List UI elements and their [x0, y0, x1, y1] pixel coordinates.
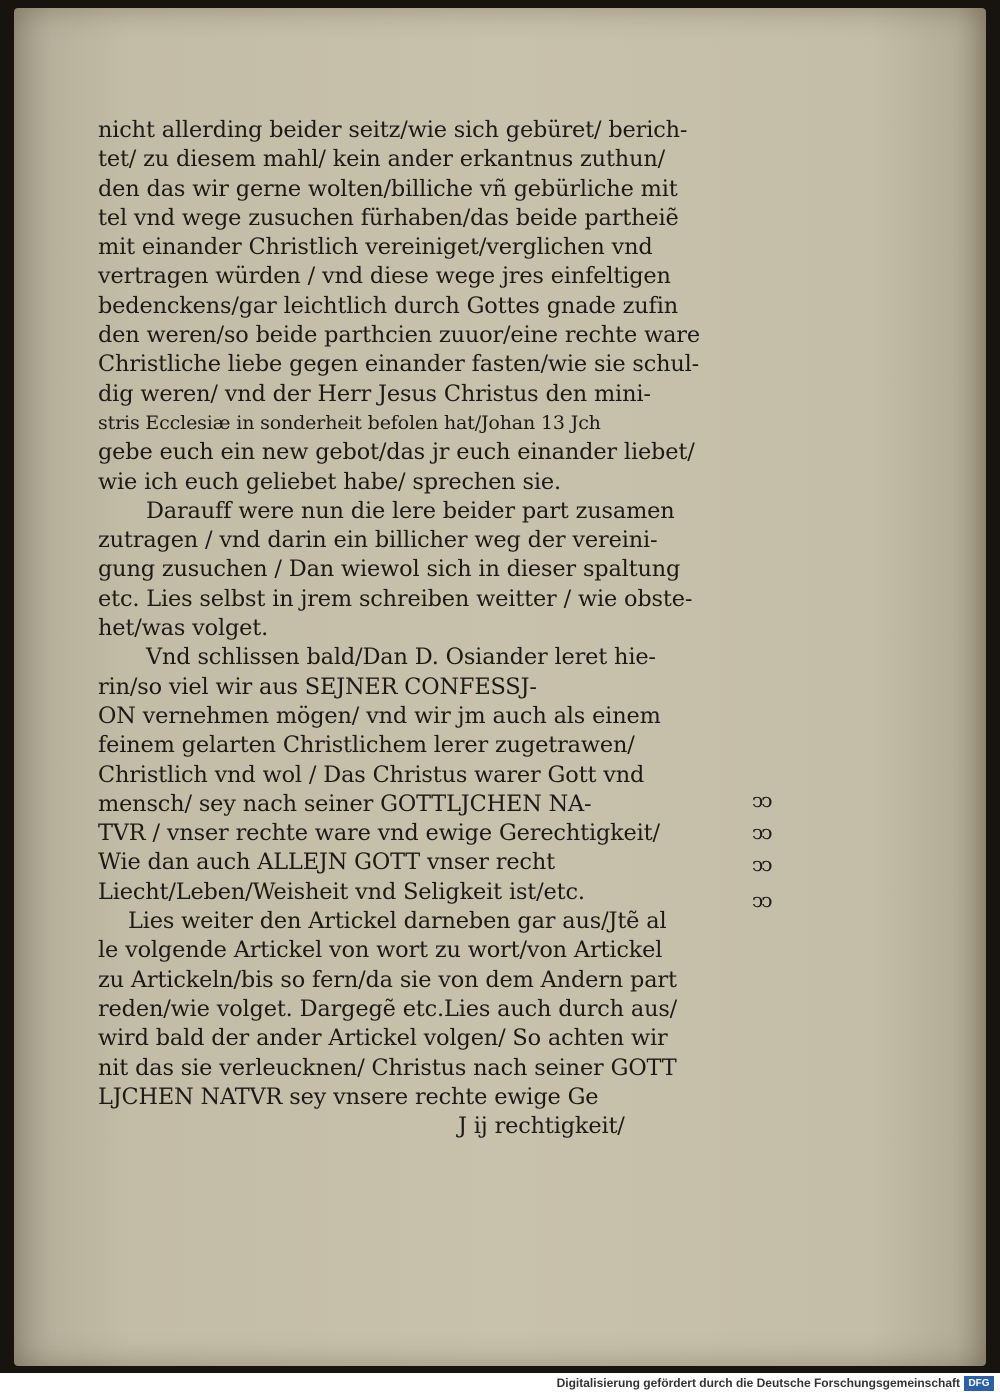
- text-line: het/was volget.: [98, 615, 269, 642]
- text-line: gebe euch ein new gebot/das jr euch einander liebet/: [98, 439, 695, 466]
- text-line: ON vernehmen mögen/ vnd wir jm auch als einem: [98, 702, 661, 729]
- text-line: zutragen / vnd darin ein billicher weg der vereini-: [98, 527, 658, 554]
- text-line: mit einander Christlich vereiniget/verglichen vnd: [98, 234, 653, 261]
- text-line: mensch/ sey nach seiner GOTTLJCHEN NA-: [98, 790, 592, 817]
- text-line: feinem gelarten Christlichem lerer zugetrawen/: [98, 732, 635, 759]
- text-line: LJCHEN NATVR sey vnsere rechte ewige Ge: [98, 1083, 599, 1110]
- book-page: [14, 8, 986, 1366]
- text-line: zu Artickeln/bis so fern/da sie von dem Andern part: [98, 966, 677, 993]
- text-line: etc. Lies selbst in jrem schreiben weitter / wie obste-: [98, 585, 693, 612]
- text-line: den weren/so beide parthcien zuuor/eine rechte ware: [98, 322, 700, 349]
- text-line: le volgende Artickel von wort zu wort/von Artickel: [98, 937, 663, 964]
- footer-bar: [0, 1373, 1000, 1395]
- text-line: tel vnd wege zusuchen fürhaben/das beide partheiẽ: [98, 204, 679, 231]
- text-line: vertragen würden / vnd diese wege jres einfeltigen: [98, 263, 671, 290]
- text-line: stris Ecclesiæ in sonderheit befolen hat/Johan 13 Jch: [98, 411, 601, 434]
- text-line: gung zusuchen / Dan wiewol sich in dieser spaltung: [98, 556, 681, 583]
- margin-quote-mark: ↄↄ: [752, 852, 771, 876]
- text-line: wird bald der ander Artickel volgen/ So achten wir: [98, 1025, 668, 1052]
- margin-quote-mark: ↄↄ: [752, 788, 771, 812]
- text-line: Lies weiter den Artickel darneben gar aus/Jtẽ al: [128, 908, 667, 935]
- text-line: Wie dan auch ALLEJN GOTT vnser recht: [98, 849, 555, 876]
- margin-quote-mark: ↄↄ: [752, 820, 771, 844]
- text-line: reden/wie volget. Dargegẽ etc.Lies auch durch aus/: [98, 995, 678, 1022]
- text-line: TVR / vnser rechte ware vnd ewige Gerechtigkeit/: [98, 820, 660, 847]
- text-line: nicht allerding beider seitz/wie sich gebüret/ berich-: [98, 117, 688, 143]
- text-line: Christlich vnd wol / Das Christus warer Gott vnd: [98, 761, 645, 788]
- text-line: tet/ zu diesem mahl/ kein ander erkantnus zuthun/: [98, 146, 666, 173]
- page-text: [98, 116, 748, 1141]
- signature-catchword-line: J ij rechtigkeit/: [458, 1113, 625, 1140]
- margin-quote-mark: ↄↄ: [752, 888, 771, 912]
- text-line: Vnd schlissen bald/Dan D. Osiander leret hie-: [146, 644, 656, 671]
- text-line: nit das sie verleucknen/ Christus nach seiner GOTT: [98, 1054, 677, 1081]
- dfg-logo[interactable]: DFG: [964, 1376, 994, 1391]
- text-line: bedenckens/gar leichtlich durch Gottes gnade zufin: [98, 292, 678, 319]
- funding-credit: Digitalisierung gefördert durch die Deutsche Forschungsgemeinschaft: [556, 1376, 960, 1390]
- text-line: den das wir gerne wolten/billiche vñ gebürliche mit: [98, 175, 678, 202]
- text-line: Darauff were nun die lere beider part zusamen: [146, 497, 675, 524]
- text-line: wie ich euch geliebet habe/ sprechen sie.: [98, 468, 561, 495]
- text-line: Liecht/Leben/Weisheit vnd Seligkeit ist/etc.: [98, 878, 585, 905]
- text-line: Christliche liebe gegen einander fasten/wie sie schul-: [98, 351, 700, 378]
- text-line: dig weren/ vnd der Herr Jesus Christus den mini-: [98, 380, 651, 407]
- text-line: rin/so viel wir aus SEJNER CONFESSJ-: [98, 673, 537, 700]
